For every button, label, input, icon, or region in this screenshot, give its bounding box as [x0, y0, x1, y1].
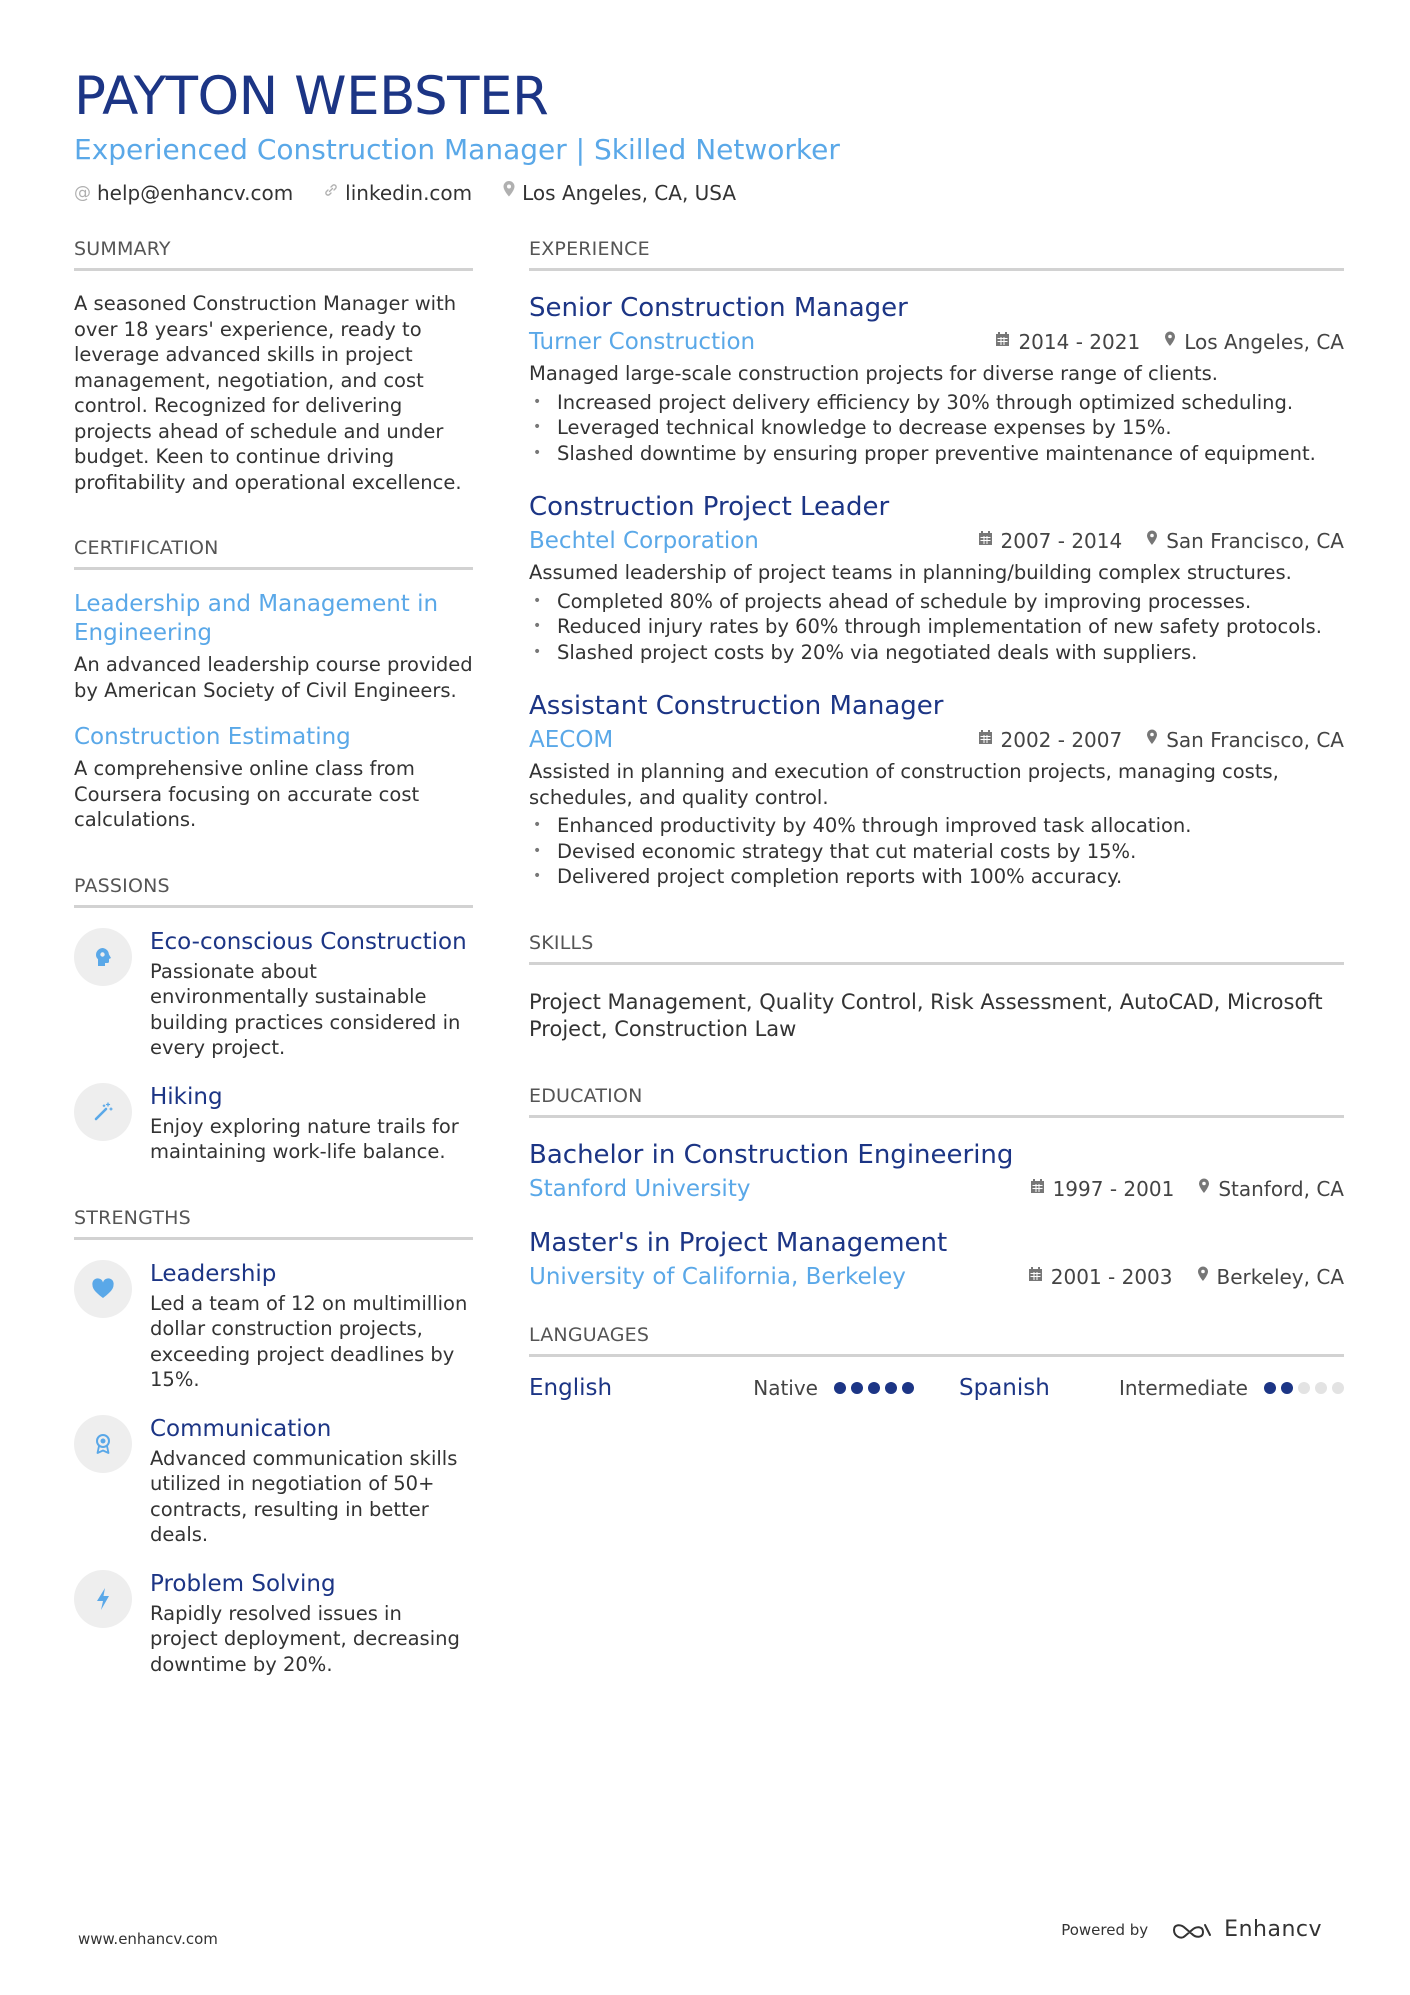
- company-name: AECOM: [529, 727, 614, 753]
- passion-desc: Enjoy exploring nature trails for maintaining work-life balance.: [150, 1114, 459, 1163]
- infinity-logo-icon: [1170, 1919, 1214, 1941]
- location-pin-icon: [1146, 727, 1158, 753]
- passion-name: Hiking: [150, 1083, 223, 1110]
- summary-section: [74, 236, 473, 495]
- heart-icon: [74, 1260, 132, 1318]
- degree-title: Bachelor in Construction Engineering: [529, 1139, 1014, 1170]
- location-text: Los Angeles, CA, USA: [522, 181, 737, 205]
- rating-dot: [902, 1382, 914, 1394]
- footer-website[interactable]: www.enhancv.com: [78, 1930, 218, 1948]
- rating-dot: [885, 1382, 897, 1394]
- calendar-icon: [995, 329, 1010, 355]
- job-bullet: • Slashed project costs by 20% via negotiated deals with suppliers.: [529, 640, 1344, 666]
- section-title: PASSIONS: [74, 873, 473, 908]
- language-level: Native: [753, 1375, 818, 1400]
- job-bullet: • Devised economic strategy that cut material costs by 15%.: [529, 839, 1344, 865]
- job-title: Construction Project Leader: [529, 492, 890, 522]
- language-item: [529, 1373, 914, 1403]
- job-entry: [529, 490, 1344, 665]
- linkedin-text: linkedin.com: [345, 181, 473, 205]
- certification-section: [74, 535, 473, 833]
- strength-item: [74, 1260, 473, 1393]
- footer-branding: [1061, 1917, 1322, 1942]
- section-title: SUMMARY: [74, 236, 473, 271]
- certification-name: Construction Estimating: [74, 724, 351, 750]
- job-location: San Francisco, CA: [1166, 728, 1344, 752]
- calendar-icon: [1028, 1264, 1043, 1290]
- rating-dot: [851, 1382, 863, 1394]
- languages-section: [529, 1322, 1344, 1403]
- bolt-icon: [74, 1570, 132, 1628]
- certification-item: [74, 723, 473, 833]
- location-pin-icon: [502, 180, 516, 206]
- calendar-icon: [978, 528, 993, 554]
- strength-desc: Advanced communication skills utilized in negotiation of 50+ contracts, resulting in better deals.: [150, 1446, 458, 1546]
- job-description: Assumed leadership of project teams in planning/building complex structures.: [529, 561, 1292, 584]
- job-bullets: [529, 589, 1344, 666]
- education-location: Stanford, CA: [1218, 1176, 1344, 1201]
- certification-desc: An advanced leadership course provided by American Society of Civil Engineers.: [74, 653, 473, 702]
- contact-email[interactable]: [74, 180, 293, 206]
- passion-item: [74, 1083, 473, 1165]
- job-bullet: • Slashed downtime by ensuring proper preventive maintenance of equipment.: [529, 441, 1344, 467]
- location-pin-icon: [1146, 528, 1158, 554]
- brand-logo[interactable]: [1170, 1917, 1322, 1942]
- certification-item: [74, 590, 473, 703]
- magic-wand-icon: [74, 1083, 132, 1141]
- language-name: English: [529, 1374, 613, 1401]
- job-entry: [529, 291, 1344, 466]
- job-bullets: [529, 390, 1344, 467]
- strength-desc: Led a team of 12 on multimillion dollar construction projects, exceeding project deadlines by 15%.: [150, 1291, 468, 1391]
- school-name: University of California, Berkeley: [529, 1263, 906, 1290]
- language-item: [959, 1373, 1344, 1403]
- section-title: STRENGTHS: [74, 1205, 473, 1240]
- job-dates: 2014 - 2021: [1018, 330, 1141, 354]
- contact-linkedin[interactable]: [323, 180, 472, 206]
- left-column: [74, 236, 473, 1677]
- school-name: Stanford University: [529, 1175, 751, 1202]
- job-dates: 2002 - 2007: [1000, 728, 1123, 752]
- rating-dot: [868, 1382, 880, 1394]
- right-column: [529, 236, 1344, 1403]
- candidate-tagline: Experienced Construction Manager | Skilled Networker: [74, 133, 840, 166]
- experience-section: [529, 236, 1344, 890]
- strength-name: Leadership: [150, 1260, 277, 1287]
- degree-title: Master's in Project Management: [529, 1227, 948, 1258]
- company-name: Bechtel Corporation: [529, 528, 759, 554]
- calendar-icon: [1030, 1176, 1045, 1202]
- strength-name: Problem Solving: [150, 1570, 336, 1597]
- strengths-section: [74, 1205, 473, 1678]
- strength-item: [74, 1570, 473, 1678]
- location-pin-icon: [1164, 329, 1176, 355]
- job-bullet: • Reduced injury rates by 60% through implementation of new safety protocols.: [529, 614, 1344, 640]
- education-dates: 1997 - 2001: [1052, 1176, 1175, 1201]
- education-section: [529, 1083, 1344, 1292]
- section-title: LANGUAGES: [529, 1322, 1344, 1357]
- section-title: SKILLS: [529, 930, 1344, 965]
- skills-section: [529, 930, 1344, 1043]
- education-entry: [529, 1138, 1344, 1204]
- passions-section: [74, 873, 473, 1165]
- calendar-icon: [978, 727, 993, 753]
- rating-dot: [1264, 1382, 1276, 1394]
- link-icon: [323, 180, 339, 206]
- strength-name: Communication: [150, 1415, 332, 1442]
- summary-text: A seasoned Construction Manager with over 18 years' experience, ready to leverage advanced skills in project management, negotiation, and cost control. Recognized for delivering projects ahead of schedule and under budget. Keen to continue driving profitability and operational excellence.: [74, 292, 462, 494]
- language-level: Intermediate: [1118, 1375, 1248, 1400]
- powered-by-label: Powered by: [1061, 1920, 1149, 1939]
- strength-desc: Rapidly resolved issues in project deployment, decreasing downtime by 20%.: [150, 1601, 460, 1676]
- certification-name: Leadership and Management in Engineering: [74, 591, 439, 646]
- job-description: Assisted in planning and execution of construction projects, managing costs, schedules, and quality control.: [529, 760, 1279, 809]
- location-pin-icon: [1198, 1176, 1210, 1202]
- job-bullet: • Delivered project completion reports with 100% accuracy.: [529, 864, 1344, 890]
- brand-name: Enhancv: [1224, 1917, 1322, 1942]
- passion-desc: Passionate about environmentally sustainable building practices considered in every project.: [150, 959, 461, 1059]
- location-pin-icon: [1197, 1264, 1209, 1290]
- passion-name: Eco-conscious Construction: [150, 928, 467, 955]
- resume-header: [74, 62, 1344, 206]
- candidate-name: PAYTON WEBSTER: [74, 66, 549, 127]
- language-rating: [834, 1382, 914, 1394]
- company-name: Turner Construction: [529, 329, 756, 355]
- section-title: EXPERIENCE: [529, 236, 1344, 271]
- job-title: Assistant Construction Manager: [529, 691, 944, 721]
- rating-dot: [1332, 1382, 1344, 1394]
- education-entry: [529, 1226, 1344, 1292]
- passion-item: [74, 928, 473, 1061]
- job-description: Managed large-scale construction projects for diverse range of clients.: [529, 362, 1218, 385]
- head-icon: [74, 928, 132, 986]
- section-title: EDUCATION: [529, 1083, 1344, 1118]
- strength-item: [74, 1415, 473, 1548]
- education-dates: 2001 - 2003: [1050, 1264, 1173, 1289]
- job-entry: [529, 689, 1344, 890]
- rating-dot: [834, 1382, 846, 1394]
- job-bullet: • Completed 80% of projects ahead of schedule by improving processes.: [529, 589, 1344, 615]
- language-name: Spanish: [959, 1374, 1050, 1401]
- rating-dot: [1281, 1382, 1293, 1394]
- rating-dot: [1298, 1382, 1310, 1394]
- email-text: help@enhancv.com: [97, 181, 294, 205]
- job-dates: 2007 - 2014: [1000, 529, 1123, 553]
- contact-row: [74, 180, 1344, 206]
- rating-dot: [1315, 1382, 1327, 1394]
- job-title: Senior Construction Manager: [529, 293, 908, 323]
- language-rating: [1264, 1382, 1344, 1394]
- job-bullet: • Increased project delivery efficiency by 30% through optimized scheduling.: [529, 390, 1344, 416]
- job-bullets: [529, 813, 1344, 890]
- education-location: Berkeley, CA: [1216, 1264, 1344, 1289]
- job-location: Los Angeles, CA: [1184, 330, 1344, 354]
- skills-text: Project Management, Quality Control, Risk Assessment, AutoCAD, Microsoft Project, Construction Law: [529, 989, 1323, 1041]
- award-icon: [74, 1415, 132, 1473]
- section-title: CERTIFICATION: [74, 535, 473, 570]
- job-bullet: • Leveraged technical knowledge to decrease expenses by 15%.: [529, 415, 1344, 441]
- job-bullet: • Enhanced productivity by 40% through improved task allocation.: [529, 813, 1344, 839]
- certification-desc: A comprehensive online class from Coursera focusing on accurate cost calculations.: [74, 757, 420, 831]
- at-icon: @: [74, 183, 91, 203]
- contact-location: [502, 180, 736, 206]
- job-location: San Francisco, CA: [1166, 529, 1344, 553]
